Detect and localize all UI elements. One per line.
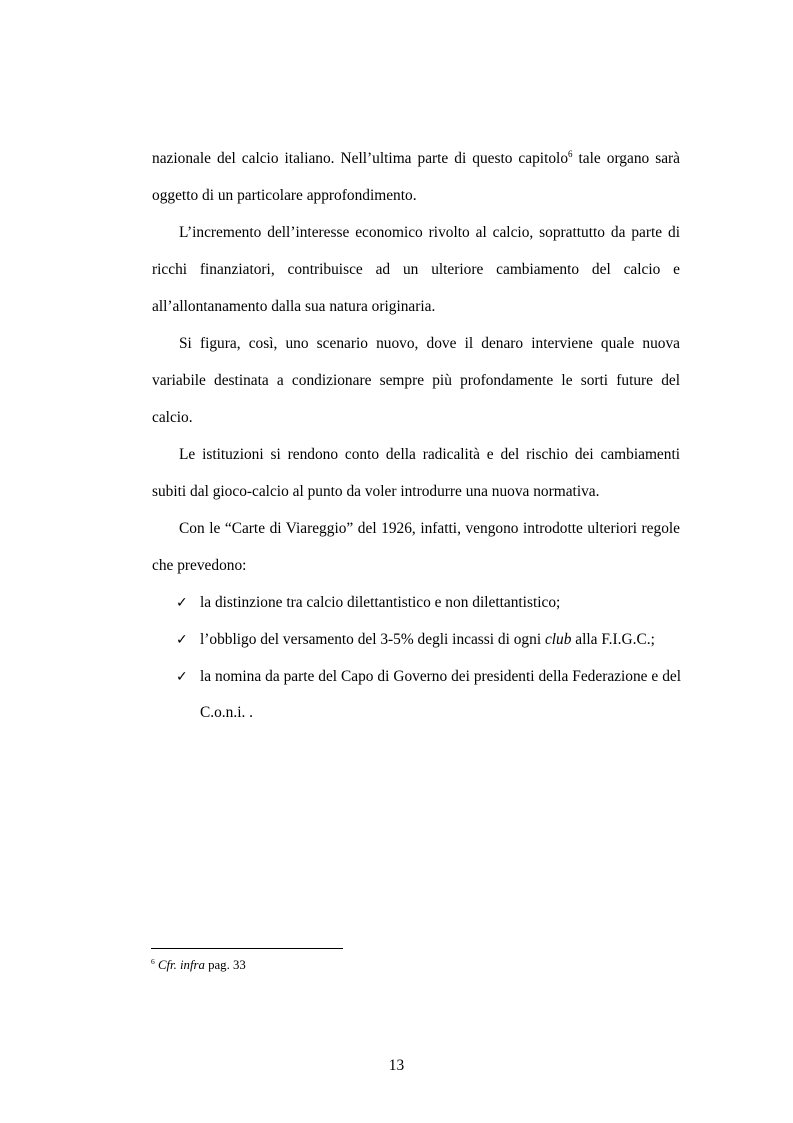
- list-item-text-after: alla F.I.G.C.;: [571, 630, 655, 648]
- list-item-text: la nomina da parte del Capo di Governo dei presidenti della Federazione e del C.o.n.i. .: [200, 667, 681, 722]
- checkmark-icon: ✓: [176, 668, 188, 685]
- footnote-number: 6: [151, 957, 155, 966]
- list-item: [176, 622, 681, 659]
- paragraph-3: Si figura, così, uno scenario nuovo, dove il denaro interviene quale nuova variabile destinata a condizionare sempre più profondamente le sorti future del calcio.: [152, 335, 680, 426]
- footnote-divider: [151, 948, 343, 949]
- paragraph-4: Le istituzioni si rendono conto della radicalità e del rischio dei cambiamenti subiti dal gioco-calcio al punto da voler introdurre una nuova normativa.: [152, 446, 680, 500]
- paragraph-2: L’incremento dell’interesse economico rivolto al calcio, soprattutto da parte di ricchi finanziatori, contribuisce ad un ulteriore cambiamento del calcio e all’allontanamento dalla sua natura originaria.: [152, 224, 680, 315]
- list-item-italic: club: [544, 630, 572, 648]
- paragraph-1-text-before: nazionale del calcio italiano. Nell’ultima parte di questo capitolo: [152, 150, 569, 167]
- rules-list: [176, 585, 681, 732]
- list-item-text-before: l’obbligo del versamento del 3-5% degli incassi di ogni: [200, 630, 545, 648]
- paragraph-1-text-after: tale organo sarà oggetto di un particolare approfondimento.: [152, 150, 680, 204]
- paragraph-1: [152, 141, 680, 215]
- checkmark-icon: ✓: [176, 595, 188, 611]
- footnote-reference[interactable]: 6: [568, 149, 573, 159]
- page-number: 13: [388, 1057, 405, 1074]
- checkmark-icon: ✓: [176, 631, 188, 648]
- footnote-text: pag. 33: [204, 958, 246, 972]
- list-item: [176, 585, 681, 622]
- list-item-text: la distinzione tra calcio dilettantistico e non dilettantistico;: [200, 594, 561, 611]
- footnote: [151, 956, 246, 974]
- list-item: [176, 659, 681, 733]
- footnote-italic: Cfr. infra: [157, 958, 205, 972]
- paragraph-5: Con le “Carte di Viareggio” del 1926, infatti, vengono introdotte ulteriori regole che prevedono:: [152, 520, 680, 574]
